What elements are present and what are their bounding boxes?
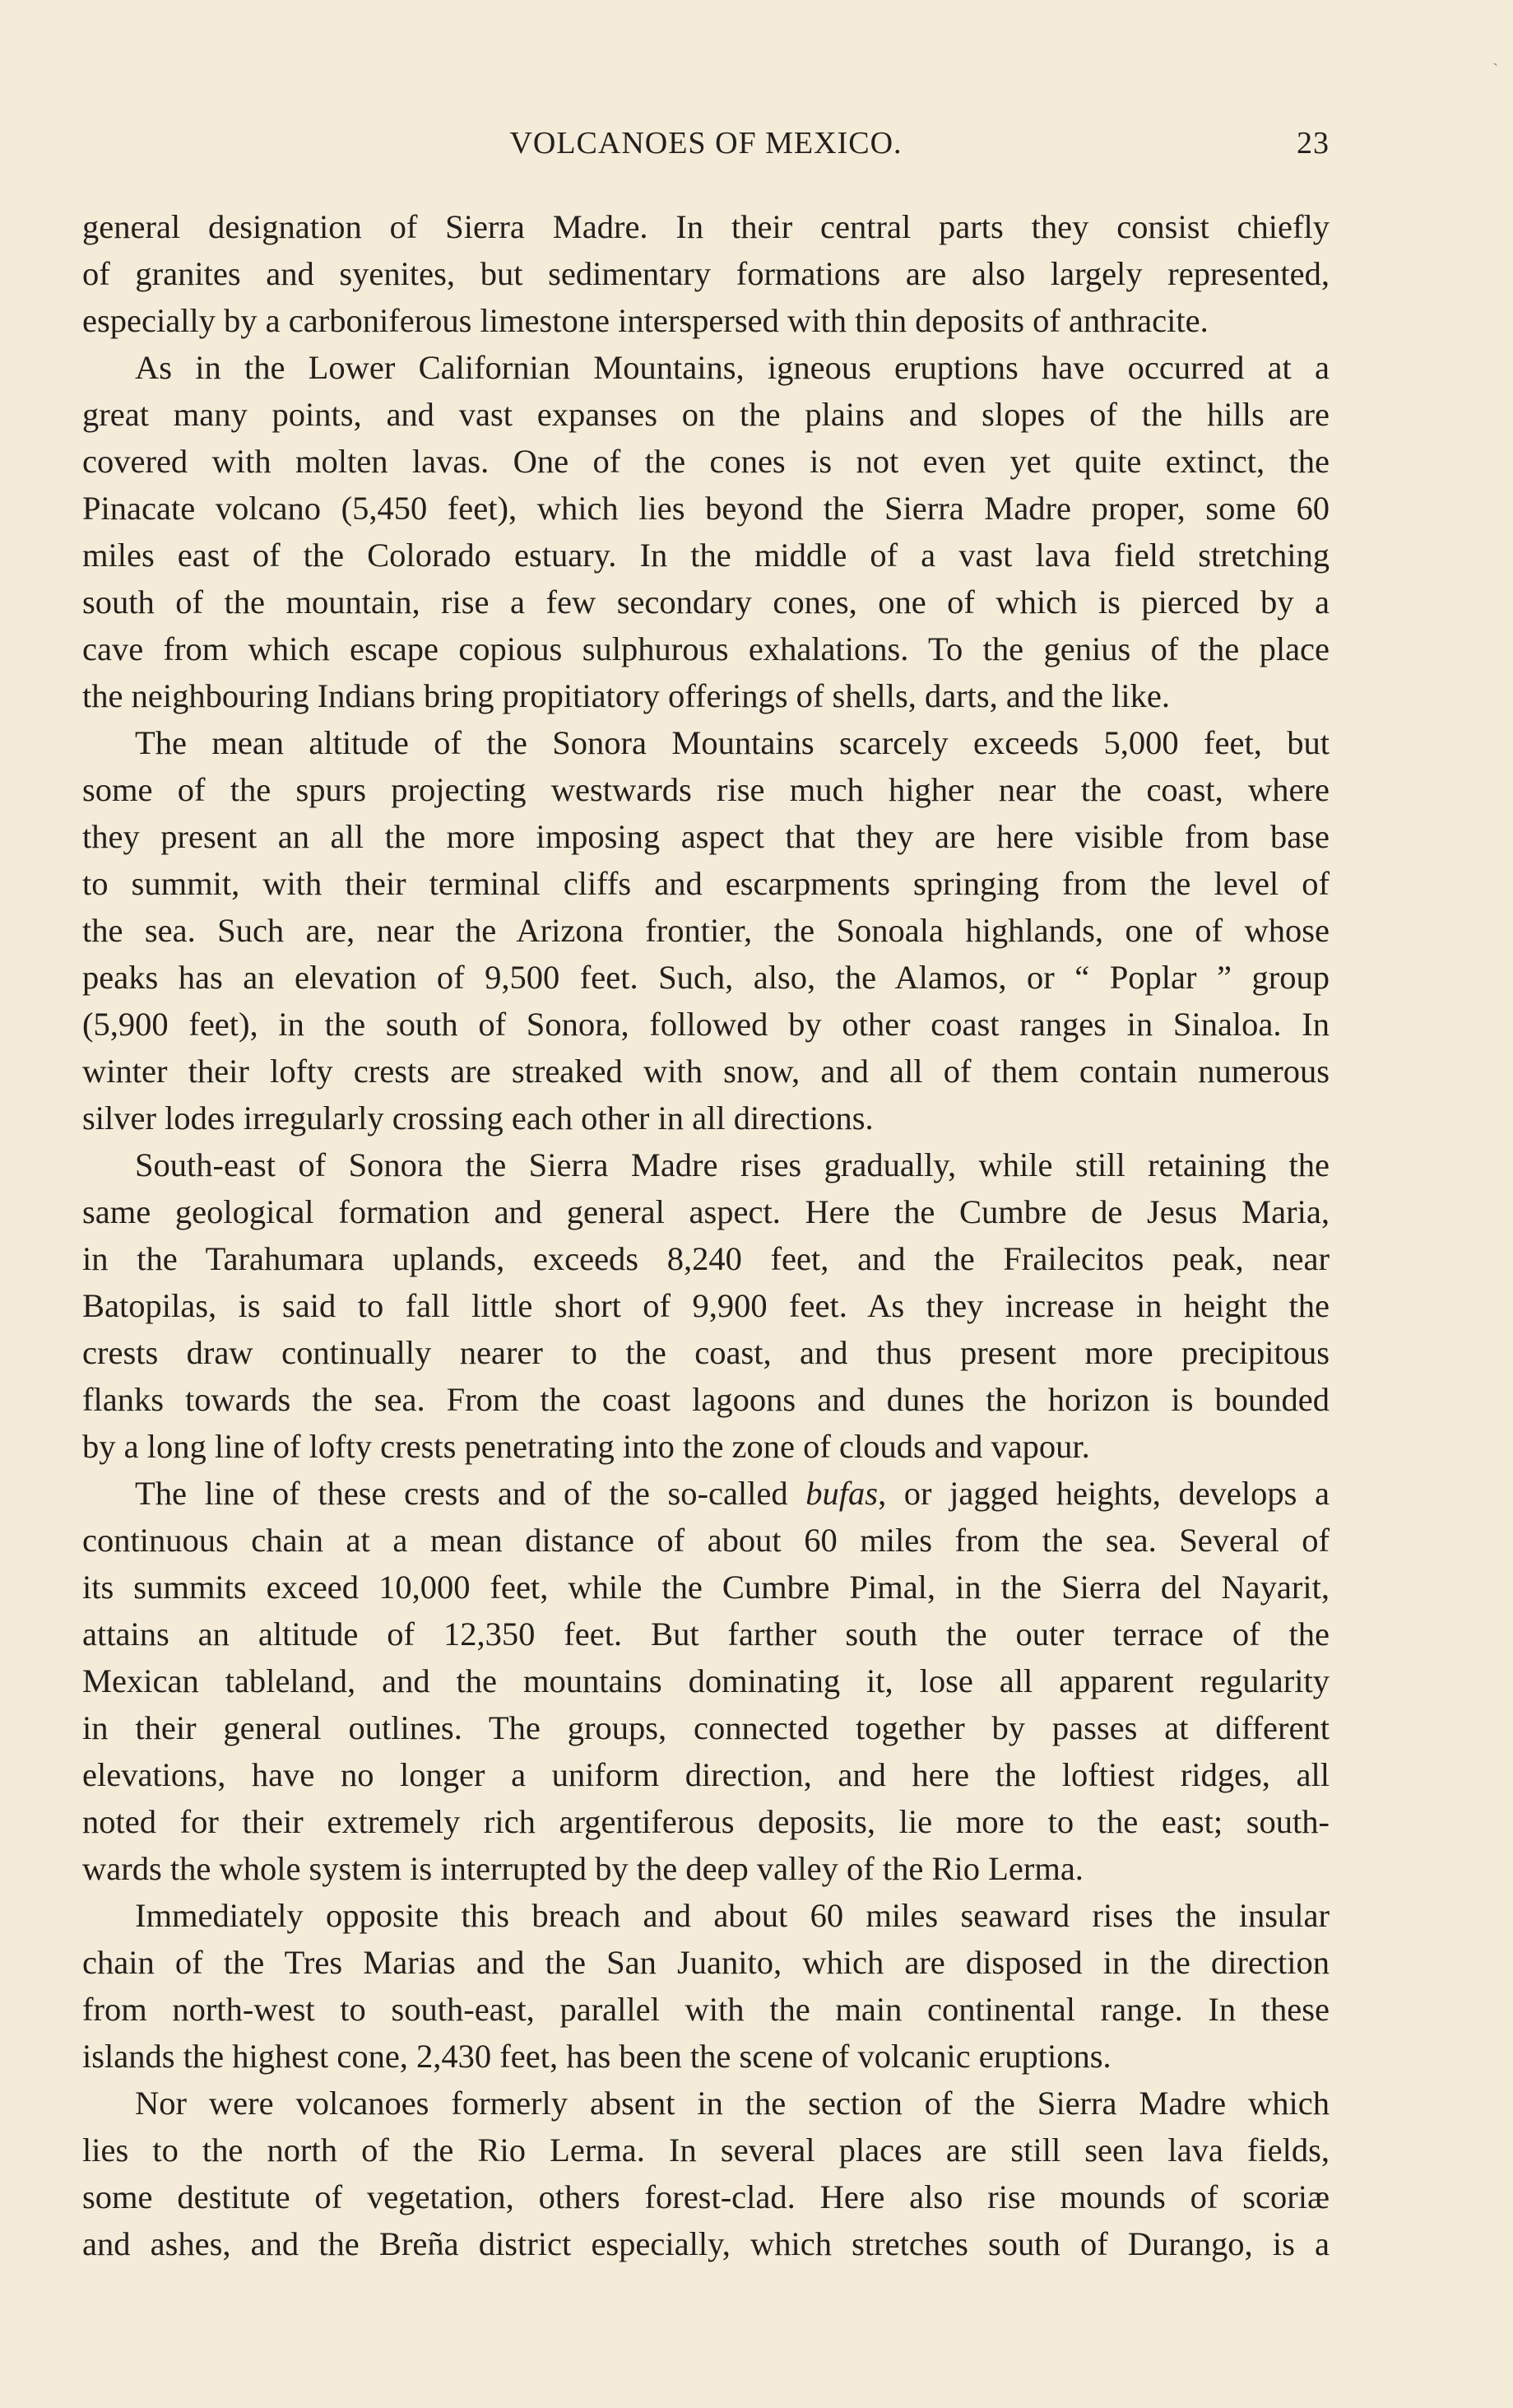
text-line: peaks has an elevation of 9,500 feet. Such, also, the Alamos, or “ Poplar ” group	[82, 959, 1330, 996]
text-line: of granites and syenites, but sedimentary formations are also largely represented,	[82, 255, 1330, 292]
text-line: especially by a carboniferous limestone interspersed with thin deposits of anthracite.	[82, 302, 1209, 339]
text-line: attains an altitude of 12,350 feet. But farther south the outer terrace of the	[82, 1615, 1330, 1653]
text-line: silver lodes irregularly crossing each other in all directions.	[82, 1099, 874, 1137]
text-line: its summits exceed 10,000 feet, while the Cumbre Pimal, in the Sierra del Nayarit,	[82, 1569, 1330, 1606]
text-line: crests draw continually nearer to the coast, and thus present more precipitous	[82, 1334, 1330, 1371]
text-line: lies to the north of the Rio Lerma. In several places are still seen lava fields,	[82, 2131, 1330, 2169]
text-line: flanks towards the sea. From the coast lagoons and dunes the horizon is bounded	[82, 1381, 1330, 1418]
text-line: miles east of the Colorado estuary. In the middle of a vast lava field stretching	[82, 537, 1330, 574]
text-line: islands the highest cone, 2,430 feet, has been the scene of volcanic eruptions.	[82, 2038, 1112, 2075]
text-line: some of the spurs projecting westwards rise much higher near the coast, where	[82, 771, 1330, 808]
text-line: general designation of Sierra Madre. In their central parts they consist chiefly	[82, 208, 1330, 245]
text-line: south of the mountain, rise a few secondary cones, one of which is pierced by a	[82, 583, 1330, 621]
text-line: Nor were volcanoes formerly absent in the section of the Sierra Madre which	[135, 2085, 1330, 2122]
text-line: wards the whole system is interrupted by the deep valley of the Rio Lerma.	[82, 1850, 1084, 1887]
text-segment: The line of these crests and of the so-called	[135, 1475, 788, 1512]
text-line: to summit, with their terminal cliffs and escarpments springing from the level of	[82, 865, 1330, 902]
margin-mark: `	[1492, 61, 1498, 79]
text-line: noted for their extremely rich argentiferous deposits, lie more to the east; south-	[82, 1803, 1330, 1840]
text-line	[82, 1470, 1330, 1517]
text-line: great many points, and vast expanses on the plains and slopes of the hills are	[82, 396, 1330, 433]
text-line: the neighbouring Indians bring propitiatory offerings of shells, darts, and the like.	[82, 677, 1170, 714]
text-line: Pinacate volcano (5,450 feet), which lies beyond the Sierra Madre proper, some 60	[82, 490, 1330, 527]
body-text	[82, 203, 1330, 2267]
text-line: they present an all the more imposing aspect that they are here visible from base	[82, 818, 1330, 855]
text-line: South-east of Sonora the Sierra Madre rises gradually, while still retaining the	[135, 1146, 1330, 1183]
text-line: winter their lofty crests are streaked with snow, and all of them contain numerous	[82, 1053, 1330, 1090]
text-line: Mexican tableland, and the mountains dominating it, lose all apparent regularity	[82, 1662, 1330, 1699]
text-line: the sea. Such are, near the Arizona frontier, the Sonoala highlands, one of whose	[82, 912, 1330, 949]
text-segment: , or jagged heights, develops a	[878, 1475, 1330, 1512]
text-line: in their general outlines. The groups, connected together by passes at different	[82, 1709, 1330, 1746]
text-line: in the Tarahumara uplands, exceeds 8,240 feet, and the Frailecitos peak, near	[82, 1240, 1330, 1277]
running-title: VOLCANOES OF MEXICO.	[509, 126, 903, 160]
text-line: Immediately opposite this breach and about 60 miles seaward rises the insular	[135, 1897, 1330, 1934]
running-header	[82, 125, 1330, 174]
text-line: elevations, have no longer a uniform direction, and here the loftiest ridges, all	[82, 1756, 1330, 1793]
text-line: and ashes, and the Breña district especially, which stretches south of Durango, is a	[82, 2225, 1330, 2262]
text-line: from north-west to south-east, parallel with the main continental range. In these	[82, 1991, 1330, 2028]
page-number: 23	[1297, 126, 1330, 160]
text-line: some destitute of vegetation, others forest-clad. Here also rise mounds of scoriæ	[82, 2178, 1330, 2215]
text-line: continuous chain at a mean distance of about 60 miles from the sea. Several of	[82, 1522, 1330, 1559]
text-line: cave from which escape copious sulphurous exhalations. To the genius of the place	[82, 630, 1330, 667]
text-line: Batopilas, is said to fall little short of 9,900 feet. As they increase in height the	[82, 1287, 1330, 1324]
text-line: same geological formation and general aspect. Here the Cumbre de Jesus Maria,	[82, 1193, 1330, 1230]
text-line: by a long line of lofty crests penetrating into the zone of clouds and vapour.	[82, 1428, 1090, 1465]
italic-term: bufas	[805, 1475, 879, 1512]
text-line: As in the Lower Californian Mountains, igneous eruptions have occurred at a	[135, 349, 1330, 386]
text-line: (5,900 feet), in the south of Sonora, followed by other coast ranges in Sinaloa. In	[82, 1006, 1330, 1043]
text-line: The mean altitude of the Sonora Mountains scarcely exceeds 5,000 feet, but	[135, 724, 1330, 761]
text-line: chain of the Tres Marias and the San Juanito, which are disposed in the direction	[82, 1944, 1330, 1981]
text-line: covered with molten lavas. One of the cones is not even yet quite extinct, the	[82, 443, 1330, 480]
